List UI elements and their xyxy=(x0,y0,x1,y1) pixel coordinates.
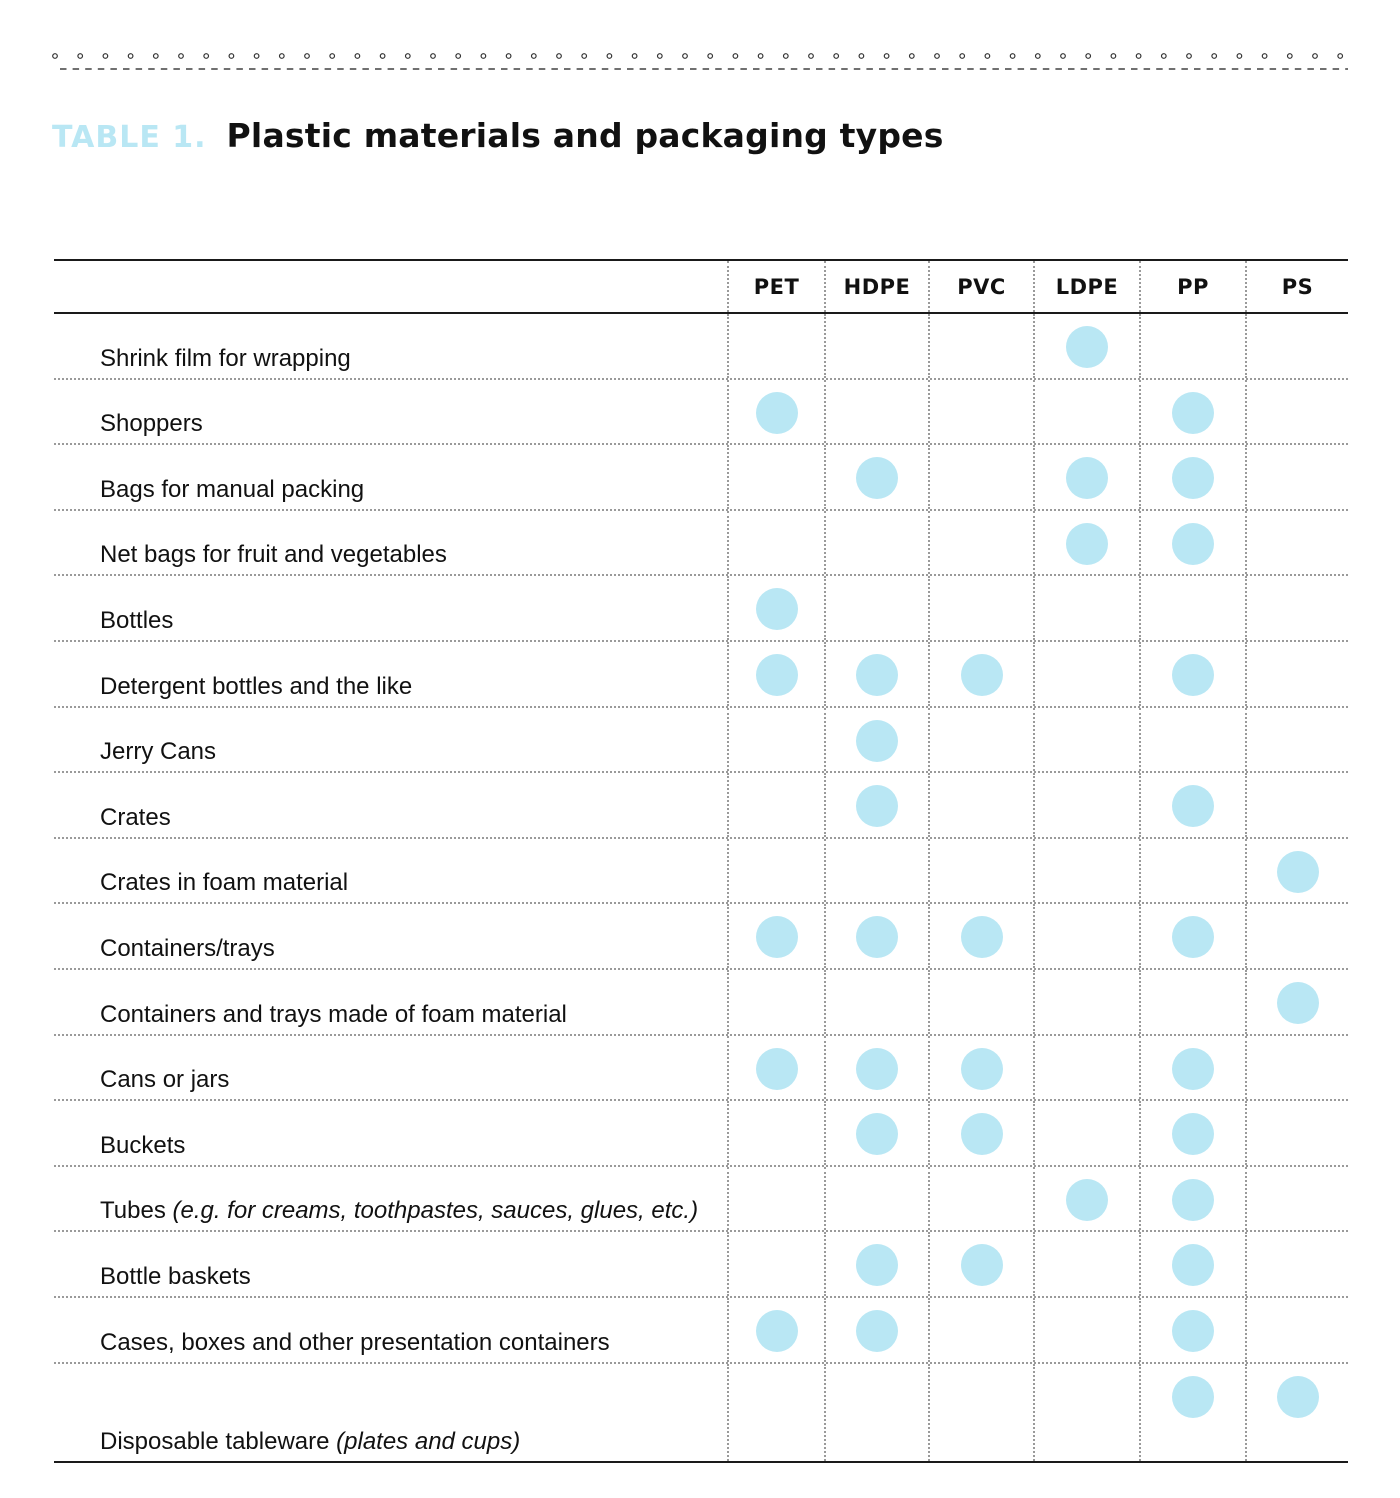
cell-pet xyxy=(727,314,824,378)
cell-pvc xyxy=(928,642,1033,706)
cell-ldpe xyxy=(1033,839,1139,903)
cell-ldpe xyxy=(1033,511,1139,575)
deco-circle xyxy=(254,54,259,59)
cell-pvc xyxy=(928,511,1033,575)
deco-circle xyxy=(1313,54,1318,59)
table-heading xyxy=(52,116,944,155)
cell-pp xyxy=(1139,773,1245,837)
cell-hdpe xyxy=(824,839,928,903)
row-label-cell xyxy=(54,708,727,772)
deco-circle xyxy=(1338,54,1343,59)
material-dot-ps xyxy=(1277,982,1319,1024)
row-label-cell xyxy=(54,1167,727,1231)
cell-ps xyxy=(1245,708,1348,772)
deco-circle xyxy=(607,54,612,59)
material-dot-pvc xyxy=(961,1244,1003,1286)
material-dot-pp xyxy=(1172,785,1214,827)
row-label-text: Tubes xyxy=(100,1197,166,1225)
deco-circle xyxy=(179,54,184,59)
row-label-cell xyxy=(54,1364,727,1461)
deco-circle xyxy=(557,54,562,59)
cell-pvc xyxy=(928,839,1033,903)
cell-pvc xyxy=(928,773,1033,837)
material-dot-ps xyxy=(1277,1376,1319,1418)
column-header-label: PP xyxy=(1177,275,1209,299)
cell-ldpe xyxy=(1033,314,1139,378)
deco-circle xyxy=(733,54,738,59)
cell-ps xyxy=(1245,314,1348,378)
cell-hdpe xyxy=(824,445,928,509)
cell-hdpe xyxy=(824,1364,928,1461)
row-label-cell xyxy=(54,1298,727,1362)
row-label-text: Cans or jars xyxy=(100,1066,230,1094)
row-label-text: Shrink film for wrapping xyxy=(100,344,351,372)
cell-ldpe xyxy=(1033,576,1139,640)
deco-circle xyxy=(305,54,310,59)
cell-pvc xyxy=(928,445,1033,509)
cell-pp xyxy=(1139,445,1245,509)
column-header-pet xyxy=(727,261,824,312)
deco-circle xyxy=(1111,54,1116,59)
material-dot-pvc xyxy=(961,1048,1003,1090)
row-label xyxy=(100,935,275,963)
table-row xyxy=(54,511,1348,577)
material-dot-pet xyxy=(756,654,798,696)
deco-circle xyxy=(1262,54,1267,59)
deco-circle xyxy=(506,54,511,59)
table-row xyxy=(54,839,1348,905)
cell-pvc xyxy=(928,576,1033,640)
cell-ps xyxy=(1245,904,1348,968)
table-body xyxy=(54,314,1348,1461)
cell-ps xyxy=(1245,1101,1348,1165)
row-label xyxy=(100,345,351,373)
row-label-text: Bottle baskets xyxy=(100,1262,251,1290)
deco-circle xyxy=(229,54,234,59)
table-number-label: TABLE 1. xyxy=(52,120,207,155)
deco-circle xyxy=(456,54,461,59)
material-dot-pp xyxy=(1172,1048,1214,1090)
cell-hdpe xyxy=(824,380,928,444)
cell-pp xyxy=(1139,1364,1245,1461)
deco-circle xyxy=(1288,54,1293,59)
deco-circle xyxy=(1036,54,1041,59)
row-label xyxy=(100,1197,698,1225)
cell-hdpe xyxy=(824,708,928,772)
cell-pet xyxy=(727,773,824,837)
material-dot-ldpe xyxy=(1066,1179,1108,1221)
cell-pvc xyxy=(928,1167,1033,1231)
material-dot-hdpe xyxy=(856,457,898,499)
row-label-cell xyxy=(54,1232,727,1296)
deco-circle xyxy=(910,54,915,59)
cell-ps xyxy=(1245,1167,1348,1231)
cell-pvc xyxy=(928,1232,1033,1296)
cell-hdpe xyxy=(824,1036,928,1100)
cell-ldpe xyxy=(1033,970,1139,1034)
cell-ldpe xyxy=(1033,1036,1139,1100)
deco-circle xyxy=(834,54,839,59)
deco-circle xyxy=(330,54,335,59)
row-label xyxy=(100,1001,567,1029)
material-dot-pp xyxy=(1172,916,1214,958)
material-dot-pet xyxy=(756,392,798,434)
cell-ldpe xyxy=(1033,904,1139,968)
material-dot-ldpe xyxy=(1066,457,1108,499)
cell-pet xyxy=(727,970,824,1034)
material-dot-pp xyxy=(1172,1376,1214,1418)
row-label xyxy=(100,804,171,832)
cell-pp xyxy=(1139,1101,1245,1165)
cell-pvc xyxy=(928,1298,1033,1362)
deco-circle xyxy=(985,54,990,59)
row-label-cell xyxy=(54,380,727,444)
deco-circle xyxy=(204,54,209,59)
row-label xyxy=(100,410,203,438)
column-header-label: HDPE xyxy=(843,275,911,299)
cell-ps xyxy=(1245,773,1348,837)
cell-ps xyxy=(1245,445,1348,509)
cell-ps xyxy=(1245,1364,1348,1461)
cell-pet xyxy=(727,839,824,903)
cell-pet xyxy=(727,380,824,444)
cell-ps xyxy=(1245,380,1348,444)
cell-pp xyxy=(1139,1036,1245,1100)
row-label xyxy=(100,1066,229,1094)
material-dot-hdpe xyxy=(856,1310,898,1352)
cell-pp xyxy=(1139,642,1245,706)
deco-circle xyxy=(1061,54,1066,59)
cell-pet xyxy=(727,445,824,509)
cell-ldpe xyxy=(1033,1167,1139,1231)
material-dot-pet xyxy=(756,588,798,630)
materials-table xyxy=(54,259,1348,1463)
cell-pet xyxy=(727,642,824,706)
table-row xyxy=(54,314,1348,380)
row-label xyxy=(100,869,348,897)
deco-circle xyxy=(431,54,436,59)
material-dot-hdpe xyxy=(856,1113,898,1155)
material-dot-pvc xyxy=(961,1113,1003,1155)
material-dot-hdpe xyxy=(856,654,898,696)
cell-ldpe xyxy=(1033,380,1139,444)
material-dot-hdpe xyxy=(856,916,898,958)
cell-hdpe xyxy=(824,576,928,640)
cell-hdpe xyxy=(824,1298,928,1362)
material-dot-hdpe xyxy=(856,1048,898,1090)
column-header-label: PET xyxy=(753,275,800,299)
cell-hdpe xyxy=(824,970,928,1034)
cell-pvc xyxy=(928,380,1033,444)
deco-circle xyxy=(632,54,637,59)
deco-circle xyxy=(859,54,864,59)
deco-circle xyxy=(280,54,285,59)
row-label-note: (e.g. for creams, toothpastes, sauces, glues, etc.) xyxy=(172,1197,699,1225)
row-label-text: Detergent bottles and the like xyxy=(100,672,413,700)
row-label-text: Containers and trays made of foam material xyxy=(100,1000,567,1028)
cell-ps xyxy=(1245,511,1348,575)
deco-circle xyxy=(406,54,411,59)
table-row xyxy=(54,1036,1348,1102)
material-dot-pp xyxy=(1172,523,1214,565)
cell-ldpe xyxy=(1033,445,1139,509)
cell-pet xyxy=(727,1036,824,1100)
row-label xyxy=(100,1263,251,1291)
cell-ldpe xyxy=(1033,773,1139,837)
row-label-cell xyxy=(54,773,727,837)
row-label-cell xyxy=(54,970,727,1034)
cell-pet xyxy=(727,1364,824,1461)
table-row xyxy=(54,708,1348,774)
cell-hdpe xyxy=(824,314,928,378)
cell-pvc xyxy=(928,708,1033,772)
table-row xyxy=(54,1101,1348,1167)
material-dot-hdpe xyxy=(856,1244,898,1286)
material-dot-pp xyxy=(1172,457,1214,499)
cell-ldpe xyxy=(1033,708,1139,772)
cell-hdpe xyxy=(824,1101,928,1165)
material-dot-pvc xyxy=(961,916,1003,958)
cell-pet xyxy=(727,1298,824,1362)
table-row xyxy=(54,1167,1348,1233)
table-row xyxy=(54,773,1348,839)
row-label-cell xyxy=(54,1101,727,1165)
table-row xyxy=(54,904,1348,970)
deco-circle xyxy=(532,54,537,59)
table-row xyxy=(54,642,1348,708)
column-header-pvc xyxy=(928,261,1033,312)
deco-circle xyxy=(1212,54,1217,59)
material-dot-hdpe xyxy=(856,720,898,762)
deco-circle xyxy=(1237,54,1242,59)
table-row xyxy=(54,1298,1348,1364)
material-dot-pp xyxy=(1172,1113,1214,1155)
cell-pvc xyxy=(928,970,1033,1034)
column-header-pp xyxy=(1139,261,1245,312)
material-dot-pp xyxy=(1172,1244,1214,1286)
row-label-text: Cases, boxes and other presentation containers xyxy=(100,1328,610,1356)
deco-circle xyxy=(1187,54,1192,59)
cell-pet xyxy=(727,576,824,640)
table-row xyxy=(54,1364,1348,1461)
deco-circle xyxy=(355,54,360,59)
deco-circle xyxy=(1162,54,1167,59)
table-row xyxy=(54,380,1348,446)
cell-pvc xyxy=(928,904,1033,968)
deco-circle xyxy=(1010,54,1015,59)
cell-pet xyxy=(727,511,824,575)
deco-circle xyxy=(128,54,133,59)
cell-pp xyxy=(1139,708,1245,772)
row-label-text: Buckets xyxy=(100,1131,186,1159)
cell-ldpe xyxy=(1033,642,1139,706)
row-label-cell xyxy=(54,511,727,575)
material-dot-ldpe xyxy=(1066,523,1108,565)
column-header-hdpe xyxy=(824,261,928,312)
cell-ps xyxy=(1245,1036,1348,1100)
cell-hdpe xyxy=(824,904,928,968)
row-label-text: Crates in foam material xyxy=(100,869,349,897)
row-label xyxy=(100,1329,610,1357)
cell-pp xyxy=(1139,1298,1245,1362)
table-row xyxy=(54,970,1348,1036)
cell-pvc xyxy=(928,1364,1033,1461)
row-label-cell xyxy=(54,642,727,706)
cell-pp xyxy=(1139,511,1245,575)
cell-ps xyxy=(1245,1232,1348,1296)
row-label xyxy=(100,673,412,701)
deco-circle xyxy=(380,54,385,59)
cell-ldpe xyxy=(1033,1232,1139,1296)
row-label-text: Bags for manual packing xyxy=(100,475,365,503)
row-label-cell xyxy=(54,1036,727,1100)
row-label-cell xyxy=(54,445,727,509)
column-header-label: PS xyxy=(1281,275,1314,299)
row-label xyxy=(100,1428,520,1456)
material-dot-pp xyxy=(1172,392,1214,434)
deco-circle xyxy=(784,54,789,59)
header-label-spacer xyxy=(54,261,727,312)
cell-pet xyxy=(727,1232,824,1296)
cell-pp xyxy=(1139,576,1245,640)
cell-ldpe xyxy=(1033,1298,1139,1362)
row-label-text: Crates xyxy=(100,803,171,831)
cell-ps xyxy=(1245,970,1348,1034)
deco-circle xyxy=(658,54,663,59)
row-label-text: Jerry Cans xyxy=(100,738,217,766)
material-dot-hdpe xyxy=(856,785,898,827)
deco-circle xyxy=(809,54,814,59)
cell-pp xyxy=(1139,1167,1245,1231)
table-row xyxy=(54,1232,1348,1298)
decorative-divider xyxy=(52,48,1348,78)
cell-hdpe xyxy=(824,642,928,706)
cell-pvc xyxy=(928,314,1033,378)
row-label-text: Bottles xyxy=(100,606,174,634)
cell-ps xyxy=(1245,1298,1348,1362)
deco-circle xyxy=(481,54,486,59)
cell-hdpe xyxy=(824,1167,928,1231)
row-label-text: Net bags for fruit and vegetables xyxy=(100,541,447,569)
cell-pvc xyxy=(928,1101,1033,1165)
material-dot-ps xyxy=(1277,851,1319,893)
deco-circle xyxy=(582,54,587,59)
material-dot-ldpe xyxy=(1066,326,1108,368)
cell-hdpe xyxy=(824,1232,928,1296)
cell-pet xyxy=(727,1167,824,1231)
material-dot-pvc xyxy=(961,654,1003,696)
row-label xyxy=(100,476,364,504)
cell-pp xyxy=(1139,839,1245,903)
row-label-cell xyxy=(54,904,727,968)
deco-circle xyxy=(1136,54,1141,59)
material-dot-pp xyxy=(1172,1179,1214,1221)
row-label xyxy=(100,738,216,766)
column-header-ldpe xyxy=(1033,261,1139,312)
table-row xyxy=(54,445,1348,511)
deco-circle xyxy=(758,54,763,59)
row-label-text: Shoppers xyxy=(100,410,203,438)
material-dot-pp xyxy=(1172,654,1214,696)
deco-circle xyxy=(683,54,688,59)
row-label xyxy=(100,541,447,569)
cell-pet xyxy=(727,904,824,968)
cell-ps xyxy=(1245,642,1348,706)
deco-circle xyxy=(78,54,83,59)
deco-circle xyxy=(935,54,940,59)
cell-ps xyxy=(1245,839,1348,903)
row-label-note: (plates and cups) xyxy=(336,1427,521,1455)
table-row xyxy=(54,576,1348,642)
cell-pp xyxy=(1139,380,1245,444)
material-dot-pet xyxy=(756,916,798,958)
cell-pet xyxy=(727,708,824,772)
row-label-cell xyxy=(54,314,727,378)
cell-pp xyxy=(1139,314,1245,378)
column-header-label: LDPE xyxy=(1055,275,1119,299)
cell-hdpe xyxy=(824,511,928,575)
cell-ps xyxy=(1245,576,1348,640)
deco-circle xyxy=(1086,54,1091,59)
deco-circle xyxy=(154,54,159,59)
cell-pp xyxy=(1139,904,1245,968)
material-dot-pet xyxy=(756,1048,798,1090)
row-label-text: Containers/trays xyxy=(100,934,275,962)
page-title: Plastic materials and packaging types xyxy=(226,116,944,155)
deco-circle xyxy=(884,54,889,59)
row-label xyxy=(100,607,173,635)
row-label-cell xyxy=(54,839,727,903)
deco-circle xyxy=(53,54,58,59)
table-header-row xyxy=(54,261,1348,314)
row-label xyxy=(100,1132,185,1160)
cell-pet xyxy=(727,1101,824,1165)
deco-circle xyxy=(960,54,965,59)
column-header-label: PVC xyxy=(957,275,1006,299)
deco-circle xyxy=(103,54,108,59)
column-header-ps xyxy=(1245,261,1348,312)
row-label-cell xyxy=(54,576,727,640)
cell-hdpe xyxy=(824,773,928,837)
material-dot-pp xyxy=(1172,1310,1214,1352)
cell-pp xyxy=(1139,1232,1245,1296)
cell-pp xyxy=(1139,970,1245,1034)
deco-circle xyxy=(708,54,713,59)
cell-pvc xyxy=(928,1036,1033,1100)
row-label-text: Disposable tableware xyxy=(100,1427,330,1455)
cell-ldpe xyxy=(1033,1364,1139,1461)
cell-ldpe xyxy=(1033,1101,1139,1165)
material-dot-pet xyxy=(756,1310,798,1352)
